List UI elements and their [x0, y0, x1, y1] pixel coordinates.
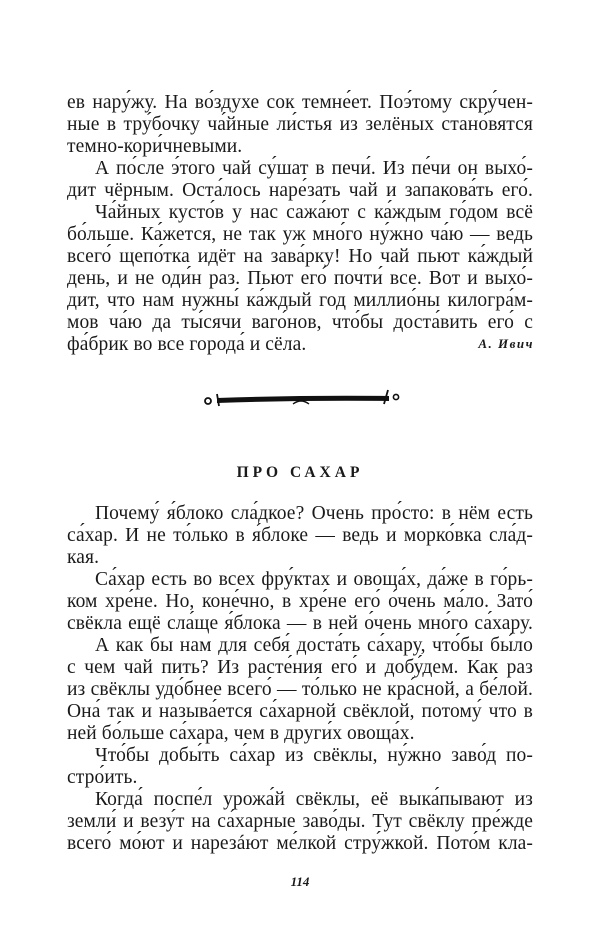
text-line: стро́ить.	[67, 767, 138, 788]
text-line: дит, что нам нужны́ ка́ждый год миллио́ны килогра́м-	[67, 290, 533, 311]
text-line: дит чёрным. Оста́лось наре́зать чай и запакова́ть его́.	[67, 180, 533, 201]
text-line: фа́брик во все города́ и сёла.	[67, 334, 307, 355]
text-line: Что́бы добы́ть са́хар из свёклы, ну́жно заво́д по-	[95, 745, 533, 766]
text-line: кая.	[67, 547, 100, 568]
text-line: с чем чай пить? Из расте́ния его́ и добу́дем. Как раз	[67, 657, 533, 678]
page-number: 114	[290, 874, 310, 889]
text-line: темно-кори́чневыми.	[67, 136, 243, 157]
text-line: Она́ так и называ́ется са́харной свёклой, потому́ что в	[67, 701, 533, 722]
section-title: ПРО САХАР	[236, 464, 364, 481]
text-line: бо́льше. Ка́жется, не так уж мно́го ну́жно ча́ю — ведь	[67, 224, 533, 245]
text-line: мов ча́ю да ты́сячи ваго́нов, что́бы доста́вить его́ с	[67, 312, 533, 333]
text-line: ные в тру́бочку ча́йные ли́стья из зелёных стано́вятся	[67, 114, 533, 135]
text-line: ней бо́льше са́хара, чем в други́х овоща́х.	[67, 723, 415, 744]
text-line: са́хар. И не то́лько в я́блоке — ведь и морко́вка сла́д-	[67, 525, 533, 546]
text-line: из свёклы удо́бнее всего́ — то́лько не кра́сной, а бе́лой.	[67, 679, 533, 700]
text-line: А как бы нам для себя́ доста́ть са́хару, что́бы бы́ло	[95, 635, 533, 656]
text-line: А по́сле э́того чай су́шат в печи́. Из пе́чи он выхо́-	[95, 158, 533, 179]
text-line: Почему́ я́блоко сла́дкое? Очень про́сто: в нём есть	[95, 503, 533, 524]
text-line: день, и не оди́н раз. Пьют его́ почти́ все. Вот и выхо́-	[67, 268, 533, 289]
text-line: Са́хар есть во всех фру́ктах и овоща́х, да́же в го́рь-	[95, 569, 533, 590]
text-line: Когда́ поспе́л урожа́й свёклы, её выка́пывают из	[95, 789, 533, 810]
text-line: Ча́йных кусто́в у нас сажа́ют с ка́ждым го́дом всё	[95, 202, 533, 223]
text-line: всего́ мо́ют и нарезáют ме́лкой стру́жкой. Пото́м кла-	[67, 833, 533, 854]
text-line: земли́ и везу́т на са́харные заво́ды. Тут свёклу пре́жде	[67, 811, 533, 832]
ornament-divider-icon	[203, 382, 403, 412]
author-signature: А. Ивич	[478, 336, 534, 351]
text-line: свёкла ещё сла́ще я́блока — в ней о́чень мно́го са́хару.	[67, 613, 533, 634]
text-line: ев нару́жу. На во́здухе сок темне́ет. Поэ́тому скру́чен-	[67, 92, 533, 113]
text-line: ком хре́не. Но, коне́чно, в хре́не его́ о́чень ма́ло. Зато́	[67, 591, 533, 612]
text-line: всего́ щепо́тка идёт на зава́рку! Но чай пьют ка́ждый	[67, 246, 533, 267]
